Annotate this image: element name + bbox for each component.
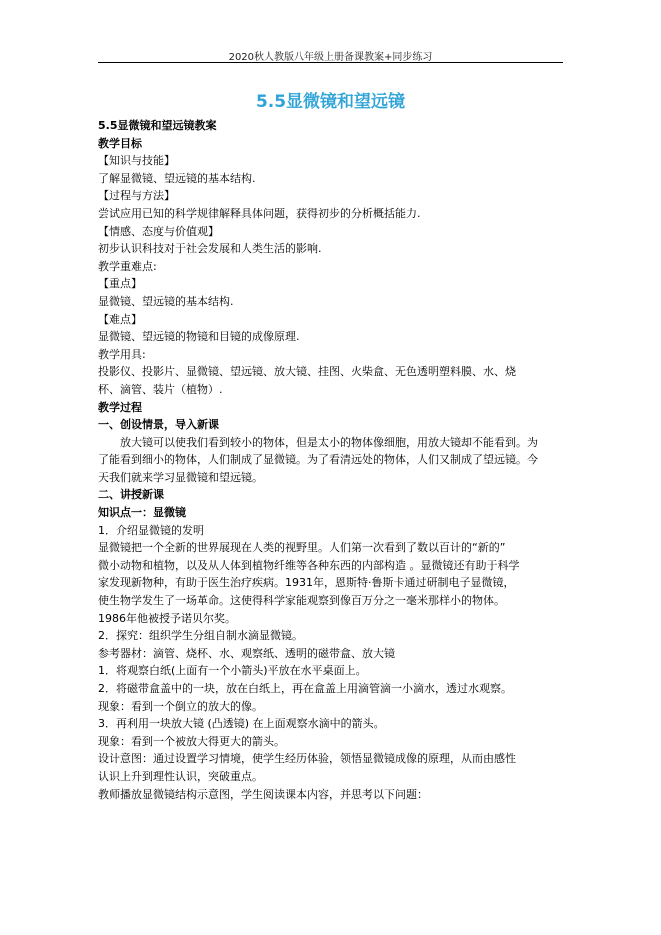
text-line: 教学重难点: [98, 259, 157, 273]
section-heading: 教学目标 [98, 136, 142, 150]
text-line: 2．探究：组织学生分组自制水滴显微镜。 [98, 629, 303, 643]
text-line: 【重点】 [98, 277, 142, 291]
text-line: 显微镜、望远镜的基本结构. [98, 294, 234, 308]
text-line: 【过程与方法】 [98, 189, 175, 203]
text-line: 了能看到细小的物体，人们制成了显微镜。为了看清远处的物体，人们又制成了望远镜。今 [98, 453, 538, 467]
running-header: 2020秋人教版八年级上册备课教案+同步练习 [228, 52, 433, 63]
section-heading: 知识点一：显微镜 [98, 506, 186, 520]
text-line: 现象：看到一个倒立的放大的像。 [98, 699, 263, 713]
text-line: 教师播放显微镜结构示意图，学生阅读课本内容，并思考以下问题： [98, 787, 428, 801]
text-line: 1986年他被授予诺贝尔奖。 [98, 611, 236, 625]
text-line: 认识上升到理性认识，突破重点。 [98, 769, 263, 783]
text-line: 现象：看到一个被放大得更大的箭头。 [98, 734, 285, 748]
text-line: 微小动物和植物，以及从人体到植物纤维等各种东西的内部构造 。显微镜还有助于科学 [98, 558, 520, 572]
text-line: 杯、滴管、装片（植物）. [98, 382, 223, 396]
text-line: 显微镜、望远镜的物镜和目镜的成像原理. [98, 330, 300, 344]
text-line: 3．再利用一块放大镜 (凸透镜) 在上面观察水滴中的箭头。 [98, 717, 385, 731]
text-line: 投影仪、投影片、显微镜、望远镜、放大镜、挂图、火柴盒、无色透明塑料膜、水、烧 [98, 365, 516, 379]
text-line: 【知识与技能】 [98, 154, 175, 168]
text-line: 1．将观察白纸(上面有一个小箭头)平放在水平桌面上。 [98, 664, 367, 678]
document-body [98, 117, 568, 803]
text-line: 显微镜把一个全新的世界展现在人类的视野里。人们第一次看到了数以百计的“新的” [98, 541, 506, 555]
text-line: 【情感、态度与价值观】 [98, 224, 219, 238]
text-line: 设计意图：通过设置学习情境，使学生经历体验，领悟显微镜成像的原理，从而由感性 [98, 752, 516, 766]
text-line: 参考器材：滴管、烧杯、水、观察纸、透明的磁带盒、放大镜 [98, 646, 395, 660]
section-heading: 教学过程 [98, 400, 142, 414]
section-heading: 5.5显微镜和望远镜教案 [98, 119, 217, 132]
text-line: 1．介绍显微镜的发明 [98, 523, 204, 537]
text-line: 尝试应用已知的科学规律解释具体问题，获得初步的分析概括能力. [98, 206, 421, 220]
text-line: 使生物学发生了一场革命。这使得科学家能观察到像百万分之一毫米那样小的物体。 [98, 594, 505, 608]
text-line: 天我们就来学习显微镜和望远镜。 [98, 470, 263, 484]
text-line: 【难点】 [98, 312, 142, 326]
section-heading: 一、创设情景，导入新课 [98, 418, 219, 432]
page-title: 5.5显微镜和望远镜 [255, 92, 406, 112]
text-line: 2．将磁带盒盖中的一块，放在白纸上，再在盒盖上用滴管滴一小滴水，透过水观察。 [98, 682, 512, 695]
text-line: 了解显微镜、望远镜的基本结构. [98, 171, 256, 185]
section-heading: 二、讲授新课 [98, 488, 164, 502]
text-line: 初步认识科技对于社会发展和人类生活的影响. [98, 242, 322, 256]
text-line: 放大镜可以使我们看到较小的物体，但是太小的物体像细胞，用放大镜却不能看到。为 [120, 435, 538, 449]
text-line: 家发现新物种，有助于医生治疗疾病。1931年，恩斯特·鲁斯卡通过研制电子显微镜， [98, 576, 515, 590]
header-rule [98, 62, 563, 63]
text-line: 教学用具: [98, 347, 146, 361]
